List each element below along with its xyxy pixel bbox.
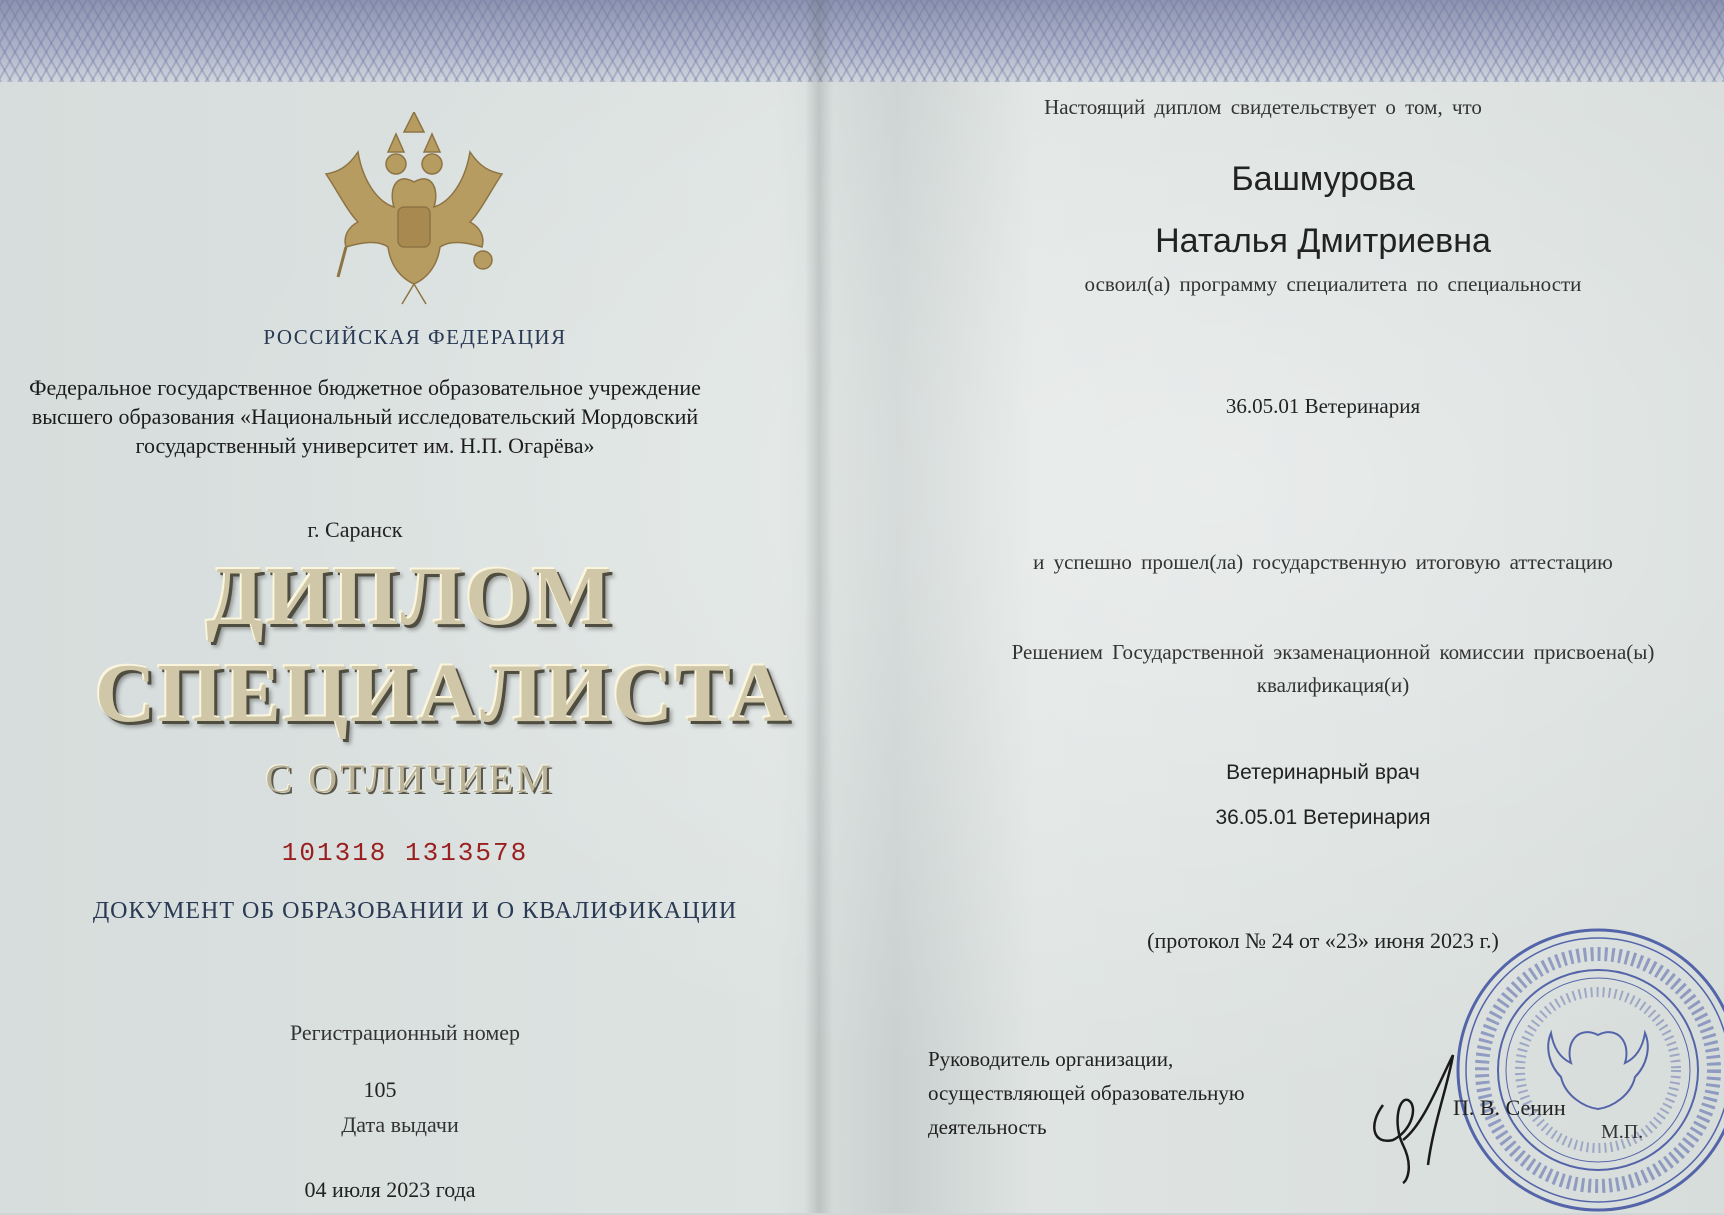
graduate-surname: Башмурова [1231, 160, 1415, 198]
issue-date: 04 июля 2023 года [304, 1177, 476, 1202]
qualification: Ветеринарный врач [1226, 761, 1420, 784]
stamp-mark: М.П. [1601, 1121, 1644, 1143]
registration-label: Регистрационный номер [289, 1020, 521, 1045]
intro-text: Настоящий диплом свидетельствует о том, что [1044, 95, 1482, 119]
head-of-organization-label: Руководитель организации, осуществляющей образовательную деятельность [928, 1047, 1245, 1139]
attestation-text: и успешно прошел(ла) государственную итоговую аттестацию [1033, 550, 1613, 574]
registration-number: 105 [363, 1077, 397, 1102]
right-page [833, 0, 1724, 1213]
protocol-reference: (протокол № 24 от «23» июня 2023 г.) [1147, 928, 1499, 953]
commission-decision-text: Решением Государственной экзаменационной комиссии присвоена(ы) квалификация(и) [1011, 640, 1655, 697]
left-page [0, 0, 812, 1213]
serial-number: 101318 1313578 [281, 838, 529, 868]
qualification-specialty: 36.05.01 Ветеринария [1215, 806, 1431, 829]
city: г. Саранск [307, 517, 403, 542]
graduate-given-names: Наталья Дмитриевна [1155, 222, 1491, 260]
russian-double-headed-eagle-icon [318, 112, 510, 312]
program-text: освоил(а) программу специалитета по специальности [1084, 272, 1582, 296]
head-name: П. В. Сенин [1453, 1095, 1566, 1120]
official-seal-icon [1453, 925, 1724, 1215]
institution-name: Федеральное государственное бюджетное образовательное учреждение высшего образования «Национальный исследовательский Мордовский государственный университет им. Н.П. Огарёва» [29, 375, 701, 458]
title-diploma: ДИПЛОМ [206, 550, 614, 643]
title-with-honors: С ОТЛИЧИЕМ [265, 756, 555, 801]
title-specialist: СПЕЦИАЛИСТА [95, 647, 792, 740]
document-type: ДОКУМЕНТ ОБ ОБРАЗОВАНИИ И О КВАЛИФИКАЦИИ [92, 898, 738, 924]
issue-date-label: Дата выдачи [341, 1112, 459, 1137]
country-name: РОССИЙСКАЯ ФЕДЕРАЦИЯ [263, 325, 567, 349]
specialty: 36.05.01 Ветеринария [1225, 394, 1421, 418]
